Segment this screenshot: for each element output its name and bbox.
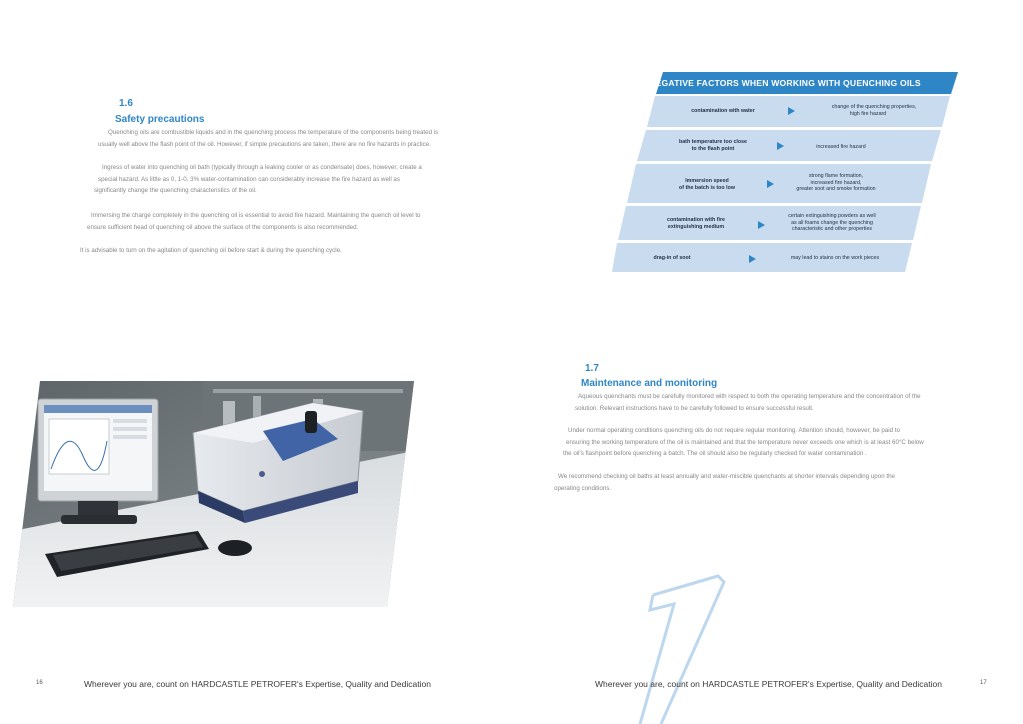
paragraph (94, 162, 422, 197)
factor-cause: Immersion speed of the batch is too low (679, 178, 735, 191)
paragraph (575, 391, 921, 414)
paragraph-line: significantly change the quenching characteristics of the oil. (94, 187, 257, 194)
paragraph-line: the oil's flashpoint before quenching a batch. The oil should also be regularly checked for water contamination . (563, 450, 867, 457)
footer-tagline: Wherever you are, count on HARDCASTLE PETROFER's Expertise, Quality and Dedication (595, 679, 942, 689)
arrow-right-icon (758, 221, 765, 229)
factors-table-title: NEGATIVE FACTORS WHEN WORKING WITH QUENCHING OILS (649, 78, 921, 88)
footer-tagline: Wherever you are, count on HARDCASTLE PETROFER's Expertise, Quality and Dedication (84, 679, 431, 689)
paragraph (98, 127, 439, 150)
factor-cause: contamination with water (691, 108, 755, 114)
paragraph (87, 210, 421, 233)
section-number: 1.7 (585, 363, 599, 374)
paragraph-line: special hazard. As little as 0, 1-0, 3% water-contamination can considerably increase the fire hazard as well as (98, 175, 400, 183)
arrow-right-icon (749, 255, 756, 263)
paragraph-line: It is advisable to turn on the agitation of quenching oil before start & during the quenching cycle. (80, 247, 342, 254)
factor-cause: contamination with fire extinguishing medium (667, 217, 725, 230)
paragraph-line: solution. Relevant instructions have to be carefully followed to ensure successful result. (575, 404, 814, 412)
paragraph-line: We recommend checking oil baths at least annually and water-miscible quenchants at shorter intervals depending upon the (558, 473, 895, 480)
paragraph-line: Ingress of water into quenching oil bath (typically through a leaking cooler or as condensate) does, however, create a (102, 164, 422, 171)
factor-effect: change of the quenching properties, high fire hazard (831, 104, 917, 117)
laboratory-analyzer-with-computer-photo (13, 381, 414, 607)
factor-cause: drag-in of soot (653, 255, 691, 261)
paragraph (563, 425, 924, 460)
section-title: Safety precautions (115, 114, 205, 125)
factor-effect: increased fire hazard (816, 144, 866, 150)
factor-effect: strong flame formation, increased fire hazard, greater soot and smoke formation (796, 173, 876, 192)
paragraph (80, 245, 342, 257)
paragraph-line: Immersing the charge completely in the quenching oil is essential to avoid fire hazard. Maintaining the quench oil level to (91, 212, 421, 219)
page-number: 16 (36, 680, 43, 686)
paragraph-line: Under normal operating conditions quenching oils do not require regular monitoring. Attention should, however, be paid to (568, 427, 900, 434)
factor-cause: bath temperature too close to the flash point (679, 139, 747, 152)
paragraph-line: ensuring the working temperature of the oil is maintained and that the temperature never exceeds one which is at least 60°C below (566, 438, 924, 446)
page-number: 17 (980, 680, 987, 686)
paragraph-line: Quenching oils are combustible liquids and in the quenching process the temperature of the components being treated is (108, 129, 439, 136)
paragraph-line: Aqueous quenchants must be carefully monitored with respect to both the operating temperature and the concentration of the (578, 393, 921, 400)
section-title: Maintenance and monitoring (581, 378, 718, 389)
paragraph-line: usually well above the flash point of the oil. However, if simple precautions are taken, there are no fire hazards in practice. (98, 140, 431, 148)
factor-effect: certain extinguishing powders as well as all foams change the quenching characteristic and other properties (788, 213, 876, 232)
paragraph-line: operating conditions. (554, 484, 612, 492)
factor-effect: may lead to stains on the work pieces (790, 255, 880, 261)
outline-digit-one-icon (606, 570, 736, 724)
arrow-right-icon (788, 107, 795, 115)
negative-factors-table (612, 72, 958, 272)
paragraph-line: ensure sufficient head of quenching oil above the surface of the components is also recommended. (87, 223, 359, 231)
factors-table-background (612, 72, 958, 272)
section-number: 1.6 (119, 98, 133, 109)
paragraph (554, 471, 895, 494)
